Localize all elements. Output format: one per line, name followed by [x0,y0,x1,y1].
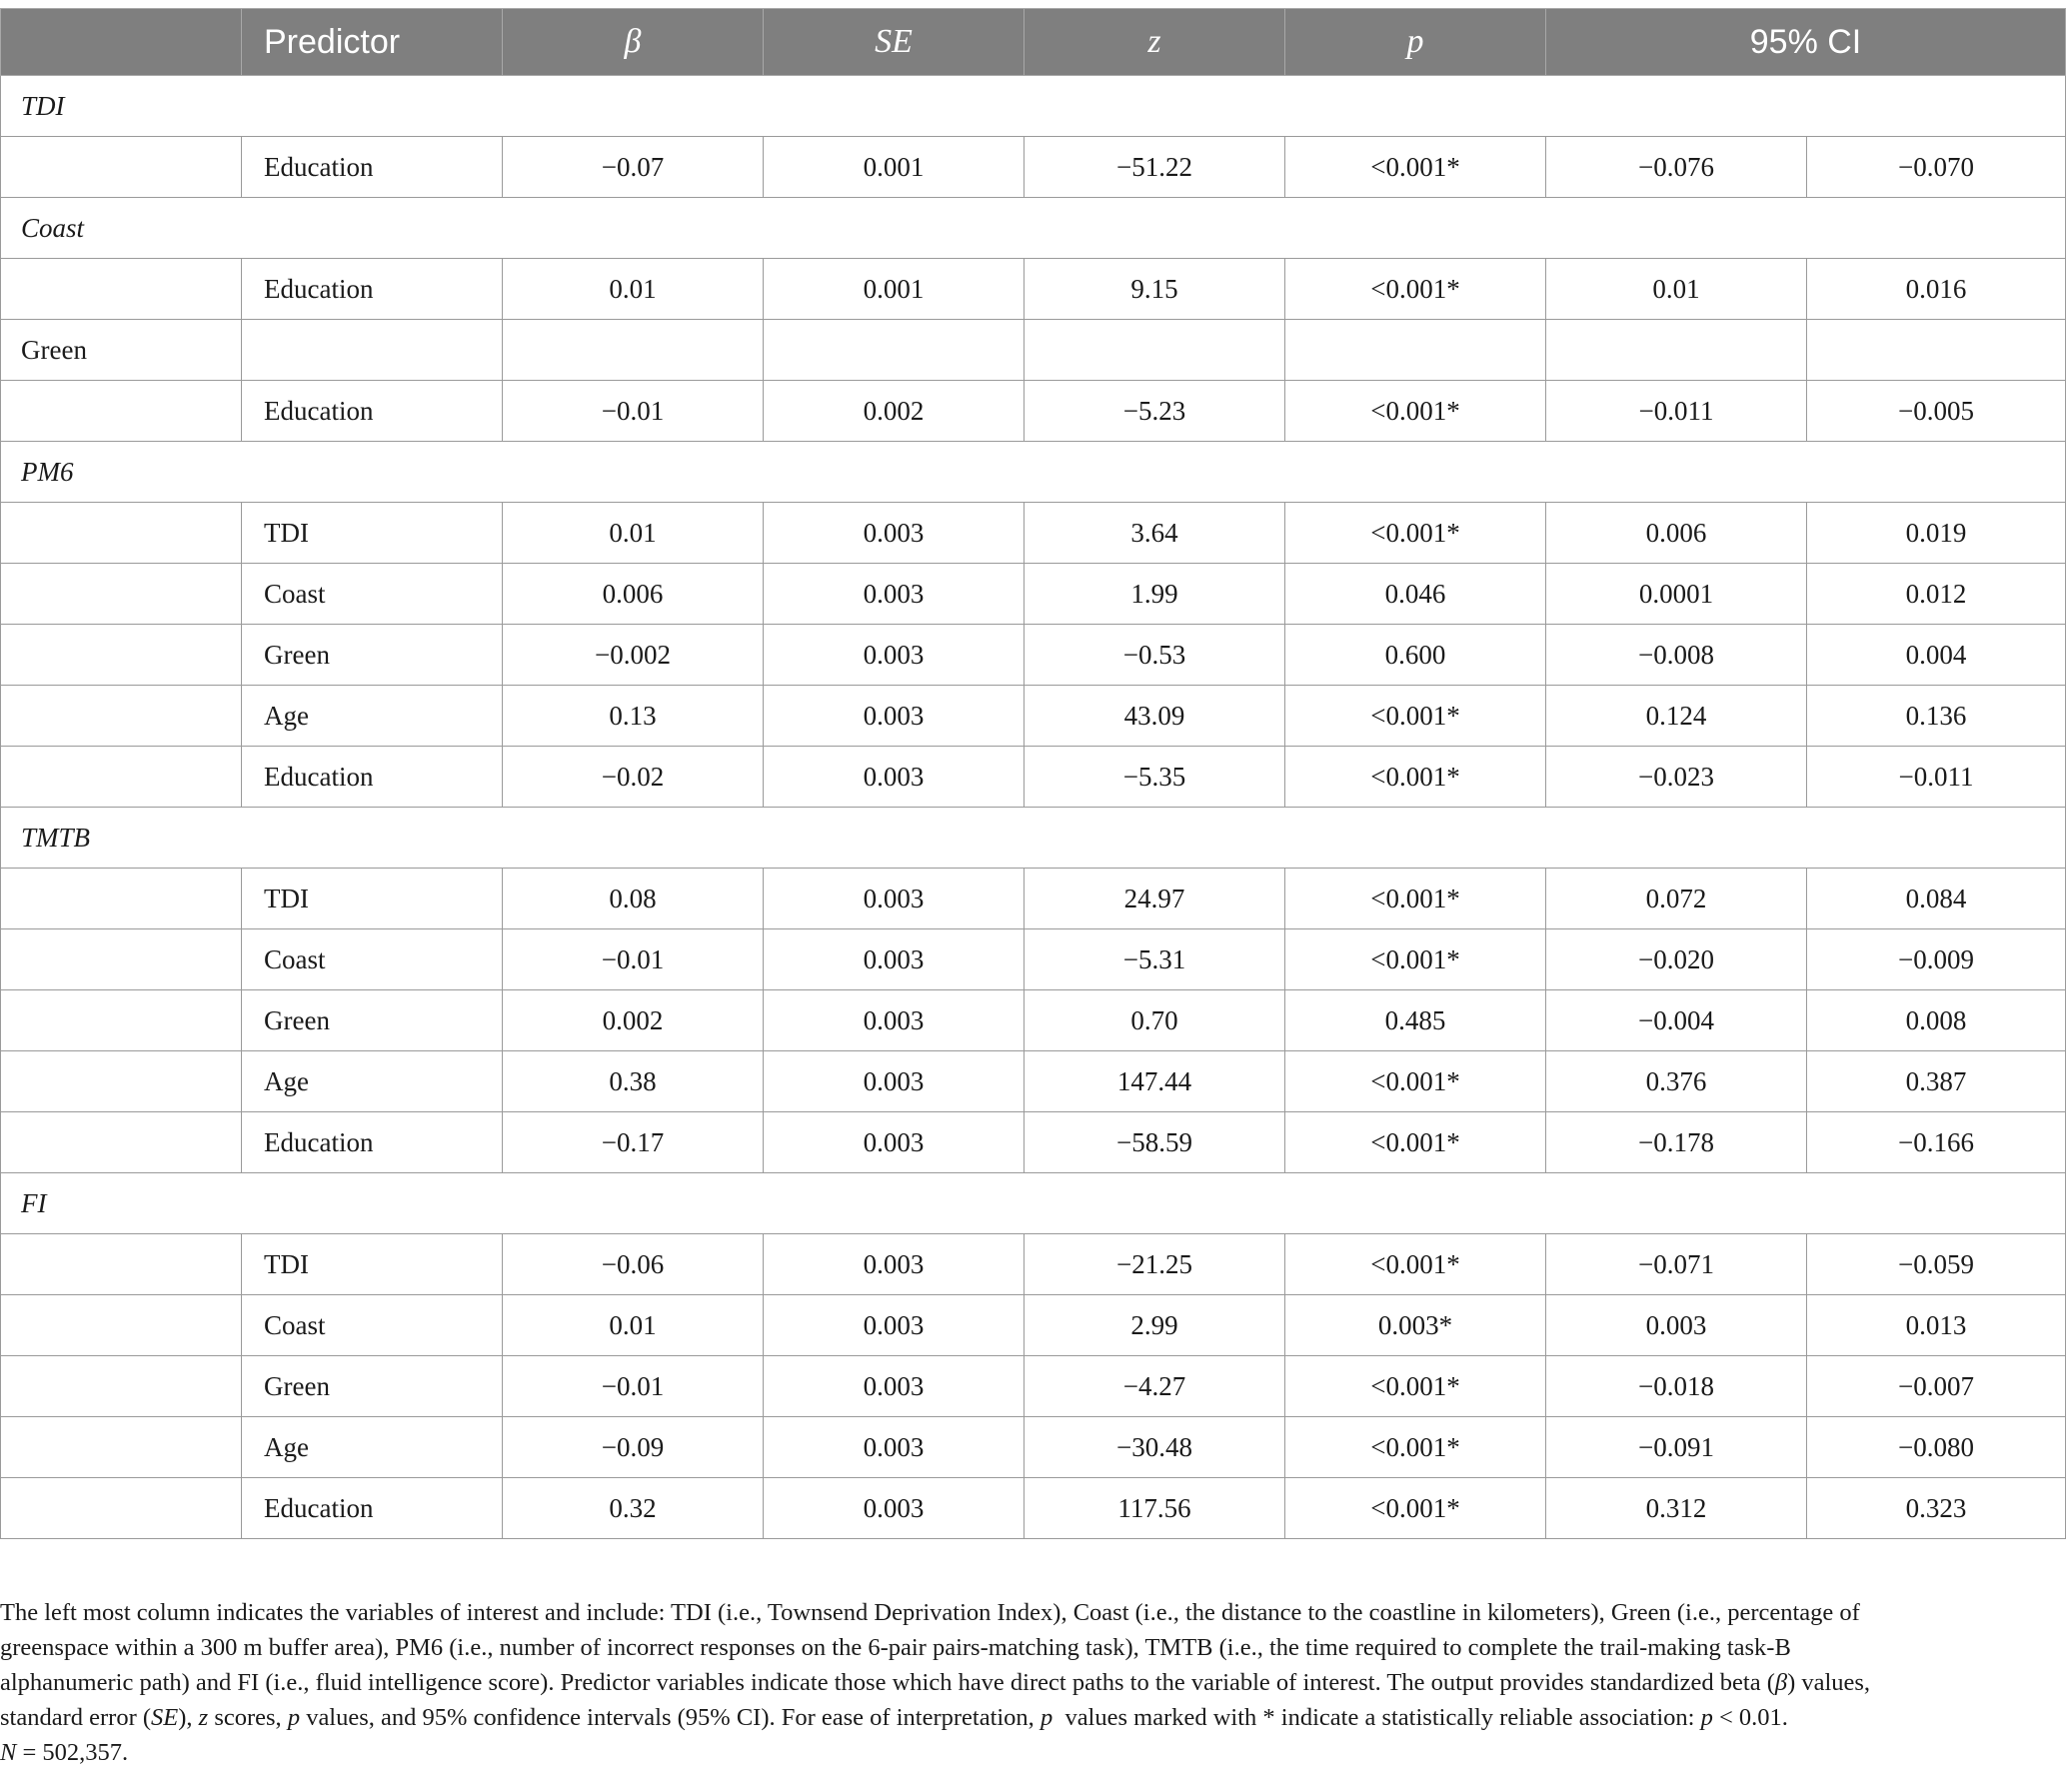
cell-ci-upper: −0.011 [1807,747,2066,808]
cell-ci-upper: −0.080 [1807,1417,2066,1478]
cell-beta: 0.002 [503,990,764,1051]
cell-predictor: Green [242,990,503,1051]
cell-beta: 0.006 [503,564,764,625]
cell-predictor: Green [242,625,503,686]
header-p: p [1285,9,1546,76]
table-body [1,76,2066,1539]
cell-p: 0.003* [1285,1295,1546,1356]
cell-se: 0.003 [764,564,1025,625]
cell-p: <0.001* [1285,1356,1546,1417]
cell-beta: −0.01 [503,1356,764,1417]
cell-ci-upper: −0.166 [1807,1112,2066,1173]
cell-p: 0.485 [1285,990,1546,1051]
footnote-line [0,1665,2049,1700]
cell-ci-upper: 0.016 [1807,259,2066,320]
footnote-line [0,1630,2049,1665]
table-row [1,869,2066,929]
cell-predictor: Age [242,1051,503,1112]
empty-cell [503,320,764,381]
cell-z: −5.35 [1025,747,1285,808]
empty-cell [1,137,242,198]
group-row [1,198,2066,259]
table-row [1,1417,2066,1478]
cell-beta: 0.08 [503,869,764,929]
empty-cell [1,564,242,625]
cell-predictor: TDI [242,503,503,564]
cell-se: 0.001 [764,137,1025,198]
cell-z: −58.59 [1025,1112,1285,1173]
header-z: z [1025,9,1285,76]
cell-p: <0.001* [1285,1112,1546,1173]
empty-cell [1,503,242,564]
cell-predictor: Coast [242,564,503,625]
cell-z: 117.56 [1025,1478,1285,1539]
cell-se: 0.002 [764,381,1025,442]
group-row [1,442,2066,503]
cell-ci-upper: 0.019 [1807,503,2066,564]
cell-ci-upper: 0.004 [1807,625,2066,686]
table-row [1,564,2066,625]
cell-se: 0.003 [764,990,1025,1051]
cell-p: <0.001* [1285,381,1546,442]
group-row [1,320,2066,381]
table-footnote [0,1595,2049,1770]
footnote-line [0,1735,2049,1770]
cell-z: 43.09 [1025,686,1285,747]
cell-ci-upper: 0.012 [1807,564,2066,625]
footnote-z: z [198,1704,209,1731]
cell-beta: −0.06 [503,1234,764,1295]
cell-p: <0.001* [1285,1051,1546,1112]
cell-p: <0.001* [1285,1234,1546,1295]
cell-predictor: Education [242,259,503,320]
header-variable [1,9,242,76]
cell-ci-lower: 0.003 [1546,1295,1807,1356]
cell-z: −5.31 [1025,929,1285,990]
table-row [1,929,2066,990]
cell-beta: −0.01 [503,929,764,990]
cell-se: 0.001 [764,259,1025,320]
footnote-line [0,1595,2049,1630]
header-se: SE [764,9,1025,76]
header-row [1,9,2066,76]
group-label: TMTB [1,808,2066,869]
footnote-text: values, and 95% confidence intervals (95% CI). For ease of interpretation, [300,1704,1040,1731]
cell-beta: −0.09 [503,1417,764,1478]
group-label: Green [1,320,242,381]
cell-ci-lower: −0.091 [1546,1417,1807,1478]
cell-beta: 0.13 [503,686,764,747]
table-row [1,1112,2066,1173]
cell-ci-upper: −0.007 [1807,1356,2066,1417]
cell-se: 0.003 [764,1234,1025,1295]
footnote-text: scores, [208,1704,288,1731]
cell-ci-upper: 0.323 [1807,1478,2066,1539]
cell-beta: 0.32 [503,1478,764,1539]
empty-cell [242,320,503,381]
cell-se: 0.003 [764,869,1025,929]
cell-ci-lower: 0.124 [1546,686,1807,747]
table-row [1,1051,2066,1112]
cell-ci-upper: 0.084 [1807,869,2066,929]
cell-ci-lower: −0.071 [1546,1234,1807,1295]
empty-cell [1,686,242,747]
cell-ci-lower: −0.011 [1546,381,1807,442]
table-row [1,137,2066,198]
empty-cell [1546,320,1807,381]
cell-p: <0.001* [1285,137,1546,198]
cell-se: 0.003 [764,1295,1025,1356]
empty-cell [1,747,242,808]
table-row [1,990,2066,1051]
cell-ci-lower: −0.076 [1546,137,1807,198]
cell-z: −4.27 [1025,1356,1285,1417]
empty-cell [1,1356,242,1417]
footnote-text: values marked with * indicate a statistically reliable association: [1052,1704,1701,1731]
cell-ci-lower: −0.023 [1546,747,1807,808]
cell-ci-lower: 0.376 [1546,1051,1807,1112]
empty-cell [1,1234,242,1295]
cell-z: 9.15 [1025,259,1285,320]
table-row [1,381,2066,442]
cell-predictor: Coast [242,1295,503,1356]
cell-p: <0.001* [1285,747,1546,808]
cell-se: 0.003 [764,503,1025,564]
cell-ci-lower: 0.006 [1546,503,1807,564]
cell-ci-upper: 0.136 [1807,686,2066,747]
cell-predictor: Green [242,1356,503,1417]
cell-z: −30.48 [1025,1417,1285,1478]
footnote-text: The left most column indicates the variables of interest and include: TDI (i.e., Townsend Deprivation Index), Coast (i.e., the distance to the coastline in kilometers), Green (i.e., percentage of [0,1599,1860,1626]
table-row [1,686,2066,747]
empty-cell [1,1051,242,1112]
table-row [1,1295,2066,1356]
cell-p: <0.001* [1285,259,1546,320]
empty-cell [1,625,242,686]
cell-z: −0.53 [1025,625,1285,686]
cell-z: 24.97 [1025,869,1285,929]
cell-beta: 0.01 [503,1295,764,1356]
cell-ci-upper: 0.387 [1807,1051,2066,1112]
footnote-text: = 502,357. [16,1739,129,1766]
group-label: TDI [1,76,2066,137]
empty-cell [1,1478,242,1539]
empty-cell [1807,320,2066,381]
cell-se: 0.003 [764,1051,1025,1112]
footnote-p: p [1039,1704,1053,1731]
cell-ci-upper: 0.008 [1807,990,2066,1051]
cell-beta: −0.02 [503,747,764,808]
group-label: PM6 [1,442,2066,503]
cell-ci-lower: −0.004 [1546,990,1807,1051]
cell-predictor: Education [242,137,503,198]
cell-se: 0.003 [764,1417,1025,1478]
cell-z: 147.44 [1025,1051,1285,1112]
footnote-text: standard error ( [0,1704,152,1731]
cell-ci-lower: −0.008 [1546,625,1807,686]
cell-p: <0.001* [1285,1478,1546,1539]
header-ci: 95% CI [1546,9,2066,76]
empty-cell [1,1112,242,1173]
cell-ci-lower: 0.0001 [1546,564,1807,625]
footnote-p: p [1700,1704,1713,1731]
cell-p: <0.001* [1285,503,1546,564]
cell-se: 0.003 [764,747,1025,808]
cell-p: <0.001* [1285,869,1546,929]
group-row [1,76,2066,137]
cell-predictor: Education [242,1112,503,1173]
header-beta: β [503,9,764,76]
cell-ci-lower: −0.018 [1546,1356,1807,1417]
cell-p: <0.001* [1285,1417,1546,1478]
cell-beta: −0.01 [503,381,764,442]
cell-predictor: Education [242,1478,503,1539]
cell-ci-lower: 0.01 [1546,259,1807,320]
empty-cell [1025,320,1285,381]
table-row [1,503,2066,564]
cell-ci-upper: −0.005 [1807,381,2066,442]
footnote-text: ), [178,1704,199,1731]
cell-predictor: Education [242,381,503,442]
cell-z: −21.25 [1025,1234,1285,1295]
cell-predictor: Age [242,686,503,747]
cell-predictor: TDI [242,1234,503,1295]
cell-beta: −0.002 [503,625,764,686]
cell-z: 3.64 [1025,503,1285,564]
cell-ci-upper: 0.013 [1807,1295,2066,1356]
empty-cell [764,320,1025,381]
cell-beta: −0.17 [503,1112,764,1173]
cell-beta: 0.01 [503,259,764,320]
results-table [0,8,2066,1539]
footnote-text: < 0.01. [1712,1704,1788,1731]
empty-cell [1,259,242,320]
empty-cell [1285,320,1546,381]
cell-se: 0.003 [764,686,1025,747]
footnote-p: p [287,1704,301,1731]
footnote-n: N [0,1739,17,1766]
cell-predictor: Coast [242,929,503,990]
footnote-text: greenspace within a 300 m buffer area), PM6 (i.e., number of incorrect responses on the 6-pair pairs-matching task), TMTB (i.e., the time required to complete the trail-making task-B [0,1634,1791,1661]
cell-p: 0.046 [1285,564,1546,625]
empty-cell [1,1417,242,1478]
footnote-text: ) values, [1787,1669,1871,1696]
cell-ci-lower: 0.072 [1546,869,1807,929]
footnote-beta: β [1774,1669,1788,1696]
footnote-line [0,1700,2049,1735]
footnote-se: SE [151,1704,179,1731]
footnote-text: alphanumeric path) and FI (i.e., fluid intelligence score). Predictor variables indicate those which have direct paths to the variable of interest. The output provides standardized beta ( [0,1669,1775,1696]
empty-cell [1,929,242,990]
group-row [1,1173,2066,1234]
cell-se: 0.003 [764,1478,1025,1539]
group-row [1,808,2066,869]
cell-se: 0.003 [764,1112,1025,1173]
empty-cell [1,990,242,1051]
cell-ci-upper: −0.070 [1807,137,2066,198]
cell-ci-lower: 0.312 [1546,1478,1807,1539]
cell-se: 0.003 [764,1356,1025,1417]
cell-z: 2.99 [1025,1295,1285,1356]
cell-beta: 0.01 [503,503,764,564]
cell-z: 1.99 [1025,564,1285,625]
empty-cell [1,869,242,929]
cell-p: <0.001* [1285,686,1546,747]
group-label: FI [1,1173,2066,1234]
cell-predictor: TDI [242,869,503,929]
cell-predictor: Education [242,747,503,808]
header-predictor: Predictor [242,9,503,76]
cell-ci-lower: −0.020 [1546,929,1807,990]
cell-ci-upper: −0.009 [1807,929,2066,990]
cell-beta: −0.07 [503,137,764,198]
table-row [1,259,2066,320]
cell-predictor: Age [242,1417,503,1478]
table-row [1,747,2066,808]
table-row [1,1234,2066,1295]
table-row [1,1356,2066,1417]
cell-p: 0.600 [1285,625,1546,686]
table-row [1,1478,2066,1539]
cell-beta: 0.38 [503,1051,764,1112]
cell-z: −5.23 [1025,381,1285,442]
cell-se: 0.003 [764,625,1025,686]
cell-ci-upper: −0.059 [1807,1234,2066,1295]
cell-z: −51.22 [1025,137,1285,198]
table-row [1,625,2066,686]
cell-se: 0.003 [764,929,1025,990]
cell-p: <0.001* [1285,929,1546,990]
group-label: Coast [1,198,2066,259]
cell-ci-lower: −0.178 [1546,1112,1807,1173]
cell-z: 0.70 [1025,990,1285,1051]
empty-cell [1,381,242,442]
empty-cell [1,1295,242,1356]
